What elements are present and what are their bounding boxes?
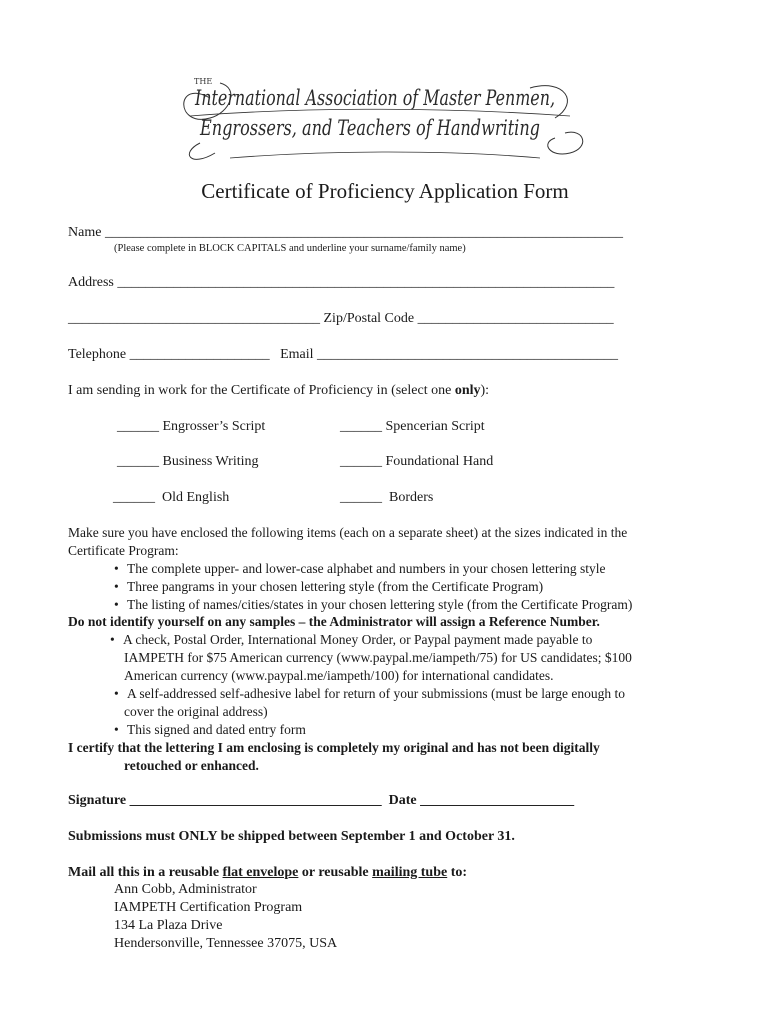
option-blank[interactable]: ______ [340,419,382,434]
telephone-label: Telephone [68,347,127,362]
signature-row [68,792,574,809]
option-blank[interactable]: ______ [340,490,382,505]
name-row [68,224,623,241]
date-label: Date [388,793,417,808]
mail-mid: or reusable [298,865,373,880]
address-row-2 [68,310,614,327]
mail-mailing-tube: mailing tube [372,865,448,880]
signed-form-item: • This signed and dated entry form [127,721,306,738]
mail-flat-envelope: flat envelope [222,865,299,880]
option-blank[interactable]: ______ [113,490,155,505]
date-field[interactable]: ______________________ [420,793,575,808]
email-field[interactable]: ___________________________________________ [317,347,619,362]
submission-window-note: Submissions must ONLY be shipped between September 1 and October 31. [68,829,515,844]
option-blank[interactable]: ______ [117,419,159,434]
logo-the-text: THE [194,77,213,86]
mail-address-line-3: 134 La Plaza Drive [114,918,223,933]
option-label: Business Writing [162,454,259,469]
enclose-line-2: Certificate Program: [68,543,179,558]
mail-address-line-2: IAMPETH Certification Program [114,900,303,915]
zip-field[interactable]: ____________________________ [417,311,614,326]
option-engrossers-script[interactable] [117,418,265,435]
page-title: Certificate of Proficiency Application Form [201,179,569,203]
zip-label: Zip/Postal Code [323,311,415,326]
option-business-writing[interactable] [117,453,259,470]
mail-address-line-4: Hendersonville, Tennessee 37075, USA [114,936,338,951]
option-label: Borders [389,490,434,505]
mail-lead: Mail all this in a reusable [68,865,223,880]
signature-label: Signature [68,793,127,808]
select-instruction [68,382,489,399]
address-label: Address [68,275,114,290]
enclose-item-listing: • The listing of names/cities/states in your chosen lettering style (from the Certificate Program) [127,596,632,613]
contact-row [68,346,618,363]
enclose-item-alphabet: • The complete upper- and lower-case alphabet and numbers in your chosen lettering style [127,560,606,577]
address-row [68,274,614,291]
anonymity-warning: Do not identify yourself on any samples – the Administrator will assign a Reference Number. [68,614,600,629]
enclose-line-1: Make sure you have enclosed the following items (each on a separate sheet) at the sizes indicated in the [68,525,628,540]
name-field[interactable]: __________________________________________________________________________ [104,225,623,240]
option-blank[interactable]: ______ [117,454,159,469]
certify-line-1: I certify that the lettering I am enclosing is completely my original and has not been digitally [68,740,600,755]
enclose-item-pangrams: • Three pangrams in your chosen lettering style (from the Certificate Program) [127,578,543,595]
address-field-2[interactable]: ____________________________________ [68,311,320,326]
certify-line-2: retouched or enhanced. [124,758,259,773]
option-label: Engrosser’s Script [162,419,266,434]
signature-field[interactable]: ____________________________________ [129,793,382,808]
address-field[interactable]: _______________________________________________________________________ [117,275,615,290]
name-note: (Please complete in BLOCK CAPITALS and underline your surname/family name) [114,243,466,254]
mail-tail: to: [447,865,468,880]
select-tail: ): [480,383,490,398]
option-spencerian-script[interactable] [340,418,485,435]
telephone-field[interactable]: ____________________ [129,347,270,362]
logo-line-1: International Association of Master Penmen, [194,86,555,110]
payment-line-2: IAMPETH for $75 American currency (www.paypal.me/iampeth/75) for US candidates; $100 [124,650,632,665]
payment-line-3: American currency (www.paypal.me/iampeth/100) for international candidates. [124,668,554,683]
logo-line-2: Engrossers, and Teachers of Handwriting [199,116,540,140]
option-borders[interactable] [340,489,433,506]
email-label: Email [280,347,314,362]
payment-line-1: • A check, Postal Order, International Money Order, or Paypal payment made payable to [123,631,592,648]
option-label: Foundational Hand [385,454,494,469]
select-only: only [454,383,481,398]
return-label-line-2: cover the original address) [124,704,268,719]
select-lead: I am sending in work for the Certificate of Proficiency in (select one [68,383,455,398]
return-label-line-1: • A self-addressed self-adhesive label for return of your submissions (must be large enough to [127,685,625,702]
mail-instruction [68,864,467,881]
name-label: Name [68,225,102,240]
iampeth-logo [170,58,590,168]
option-old-english[interactable] [113,489,229,506]
mail-address-line-1: Ann Cobb, Administrator [114,882,257,897]
option-label: Spencerian Script [385,419,485,434]
option-foundational-hand[interactable] [340,453,493,470]
option-blank[interactable]: ______ [340,454,382,469]
option-label: Old English [162,490,230,505]
